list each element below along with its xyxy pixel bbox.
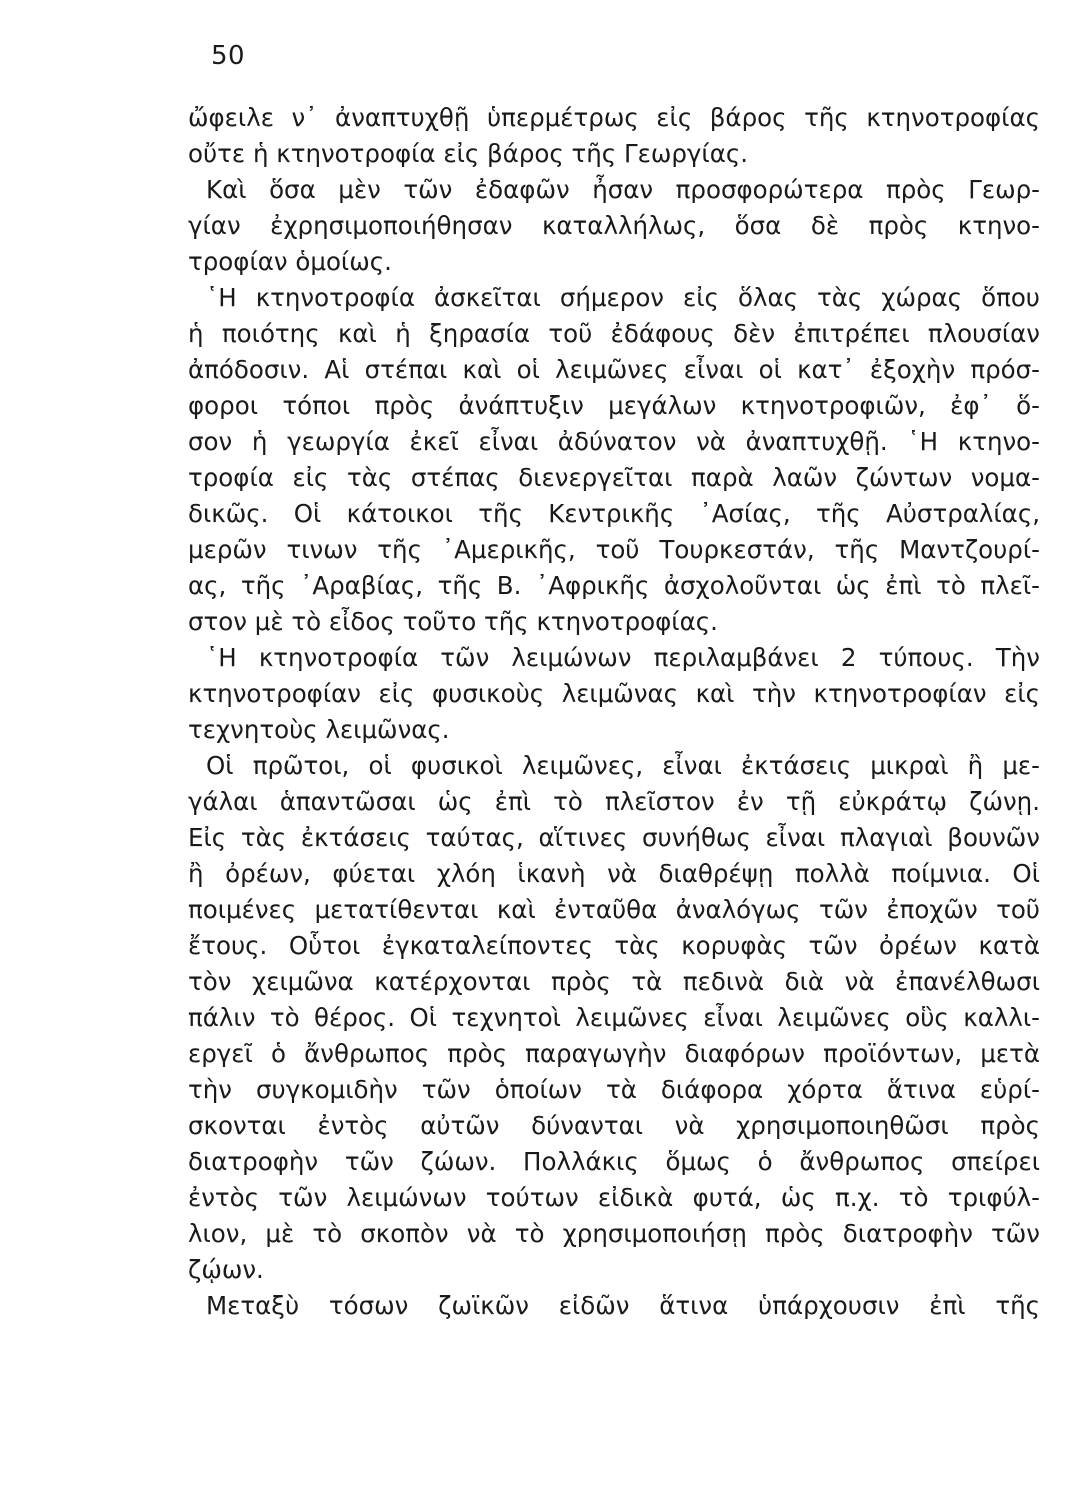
text-line: ας, τῆς ᾿Αραβίας, τῆς Β. ᾿Αφρικῆς ἀσχολοῦνται ὡς ἐπὶ τὸ πλεῖ-	[188, 571, 1040, 600]
text-line: τεχνητοὺς λειμῶνας.	[188, 715, 450, 744]
text-line: τροφίαν ὁμοίως.	[188, 247, 392, 276]
page-number: 50	[211, 41, 246, 71]
text-line: τὸν χειμῶνα κατέρχονται πρὸς τὰ πεδινὰ διὰ νὰ ἐπανέλθωσι	[188, 967, 1040, 996]
text-line: σκονται ἐντὸς αὐτῶν δύνανται νὰ χρησιμοποιηθῶσι πρὸς	[188, 1111, 1040, 1140]
body-text	[188, 100, 1040, 1324]
text-line: εργεῖ ὁ ἄνθρωπος πρὸς παραγωγὴν διαφόρων προϊόντων, μετὰ	[188, 1039, 1040, 1068]
text-line: ῾Η κτηνοτροφία τῶν λειμώνων περιλαμβάνει 2 τύπους. Τὴν	[206, 643, 1040, 672]
text-line: γάλαι ἁπαντῶσαι ὡς ἐπὶ τὸ πλεῖστον ἐν τῇ εὐκράτῳ ζώνῃ.	[188, 787, 1040, 816]
text-line: Καὶ ὅσα μὲν τῶν ἐδαφῶν ἦσαν προσφορώτερα πρὸς Γεωρ-	[206, 175, 1040, 204]
text-line: ἐντὸς τῶν λειμώνων τούτων εἰδικὰ φυτά, ὡς π.χ. τὸ τριφύλ-	[188, 1183, 1040, 1212]
text-line: μερῶν τινων τῆς ᾿Αμερικῆς, τοῦ Τουρκεστάν, τῆς Μαντζουρί-	[188, 535, 1040, 564]
text-line: ζῴων.	[188, 1255, 264, 1284]
text-line: Οἱ πρῶτοι, οἱ φυσικοὶ λειμῶνες, εἶναι ἐκτάσεις μικραὶ ἢ με-	[206, 751, 1040, 780]
text-line: τροφία εἰς τὰς στέπας διενεργεῖται παρὰ λαῶν ζώντων νομα-	[188, 463, 1040, 492]
text-line: σον ἡ γεωργία ἐκεῖ εἶναι ἀδύνατον νὰ ἀναπτυχθῇ. ῾Η κτηνο-	[188, 427, 1040, 456]
text-line: στον μὲ τὸ εἶδος τοῦτο τῆς κτηνοτροφίας.	[188, 607, 718, 636]
text-line: Εἰς τὰς ἐκτάσεις ταύτας, αἵτινες συνήθως εἶναι πλαγιαὶ βουνῶν	[188, 823, 1040, 852]
text-line: ῾Η κτηνοτροφία ἀσκεῖται σήμερον εἰς ὅλας τὰς χώρας ὅπου	[206, 283, 1040, 312]
text-line: δικῶς. Οἱ κάτοικοι τῆς Κεντρικῆς ᾿Ασίας, τῆς Αὐστραλίας,	[188, 499, 1040, 528]
text-line: φοροι τόποι πρὸς ἀνάπτυξιν μεγάλων κτηνοτροφιῶν, ἐφ᾽ ὅ-	[188, 391, 1040, 420]
text-line: γίαν ἐχρησιμοποιήθησαν καταλλήλως, ὅσα δὲ πρὸς κτηνο-	[188, 211, 1040, 240]
text-line: ὤφειλε ν᾽ ἀναπτυχθῇ ὑπερμέτρως εἰς βάρος τῆς κτηνοτροφίας	[188, 103, 1040, 132]
text-line: Μεταξὺ τόσων ζωϊκῶν εἰδῶν ἅτινα ὑπάρχουσιν ἐπὶ τῆς	[206, 1291, 1040, 1320]
text-line: πάλιν τὸ θέρος. Οἱ τεχνητοὶ λειμῶνες εἶναι λειμῶνες οὓς καλλι-	[188, 1003, 1040, 1032]
text-line: ἔτους. Οὗτοι ἐγκαταλείποντες τὰς κορυφὰς τῶν ὀρέων κατὰ	[188, 931, 1040, 960]
text-line: ἢ ὀρέων, φύεται χλόη ἱκανὴ νὰ διαθρέψῃ πολλὰ ποίμνια. Οἱ	[188, 859, 1040, 888]
text-line: ἀπόδοσιν. Αἱ στέπαι καὶ οἱ λειμῶνες εἶναι οἱ κατ᾽ ἐξοχὴν πρόσ-	[188, 355, 1040, 384]
text-line: ἡ ποιότης καὶ ἡ ξηρασία τοῦ ἐδάφους δὲν ἐπιτρέπει πλουσίαν	[188, 319, 1040, 348]
text-line: οὔτε ἡ κτηνοτροφία εἰς βάρος τῆς Γεωργίας.	[188, 139, 749, 168]
text-line: κτηνοτροφίαν εἰς φυσικοὺς λειμῶνας καὶ τὴν κτηνοτροφίαν εἰς	[188, 679, 1040, 708]
text-line: λιον, μὲ τὸ σκοπὸν νὰ τὸ χρησιμοποιήσῃ πρὸς διατροφὴν τῶν	[188, 1219, 1040, 1248]
text-line: τὴν συγκομιδὴν τῶν ὁποίων τὰ διάφορα χόρτα ἅτινα εὑρί-	[188, 1075, 1040, 1104]
text-line: ποιμένες μετατίθενται καὶ ἐνταῦθα ἀναλόγως τῶν ἐποχῶν τοῦ	[188, 895, 1040, 924]
text-line: διατροφὴν τῶν ζώων. Πολλάκις ὅμως ὁ ἄνθρωπος σπείρει	[188, 1147, 1040, 1176]
